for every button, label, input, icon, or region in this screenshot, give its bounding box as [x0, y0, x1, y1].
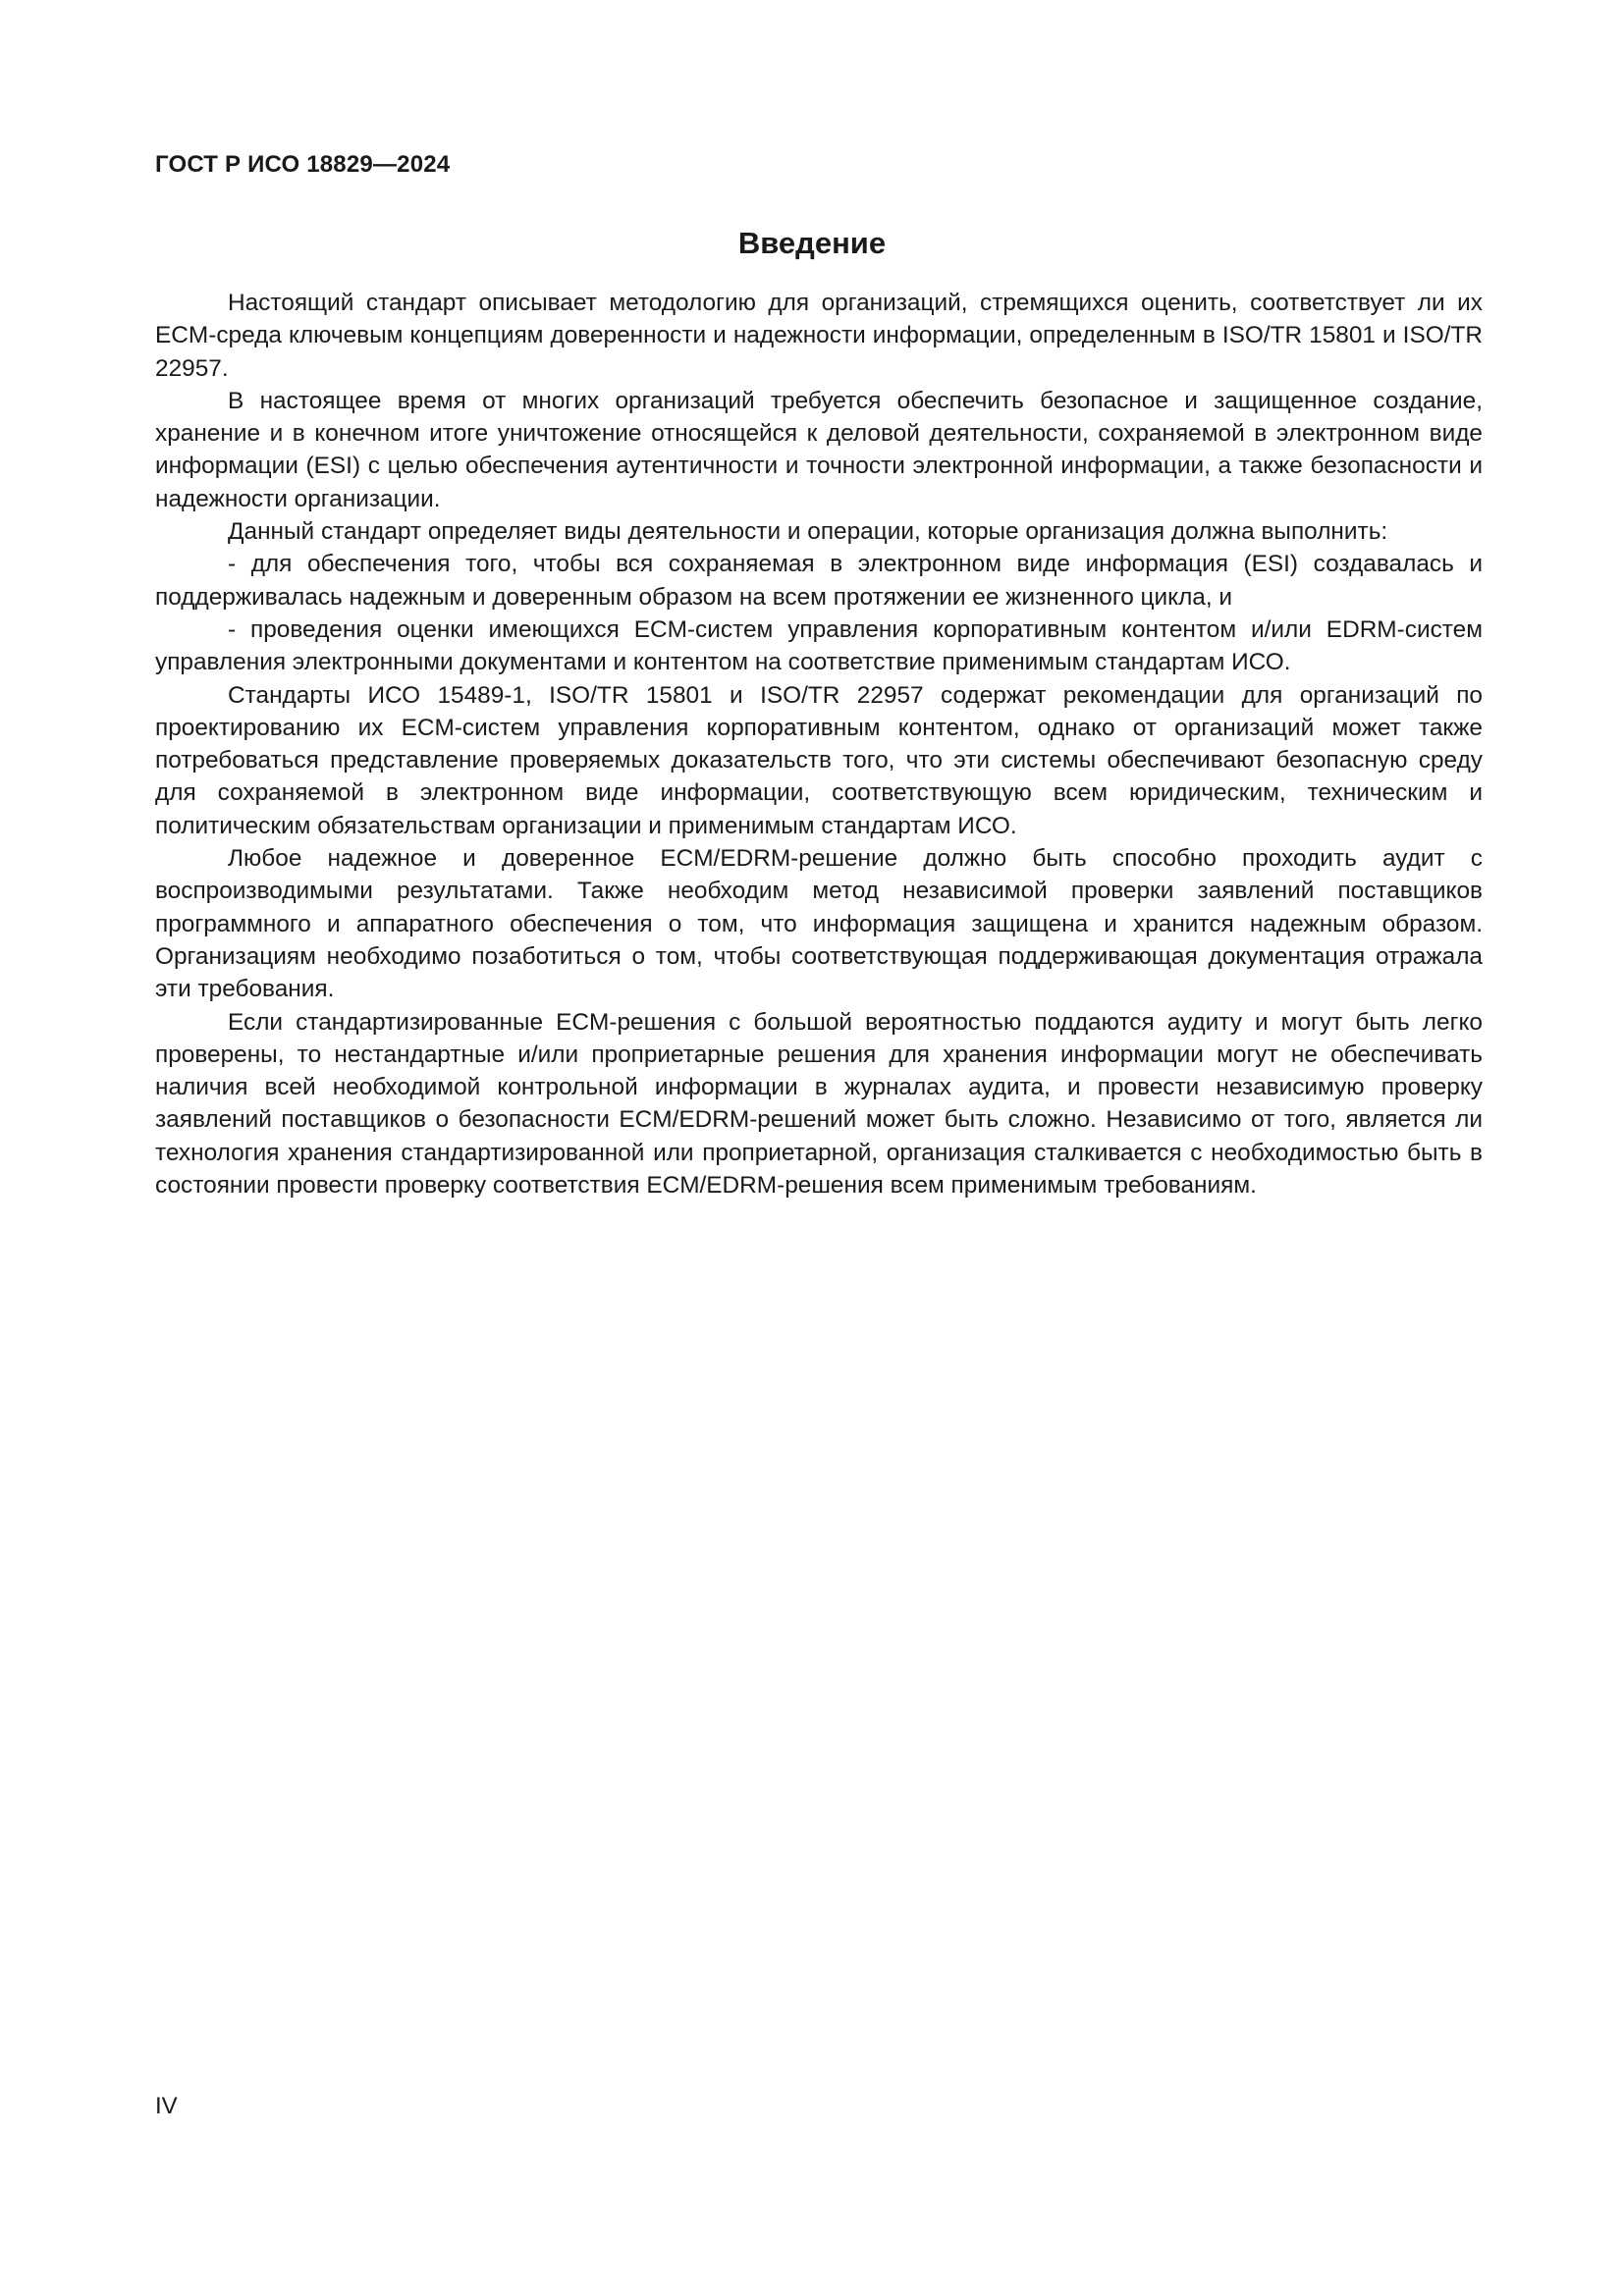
document-header: ГОСТ Р ИСО 18829—2024: [155, 151, 451, 178]
page-number: IV: [155, 2093, 178, 2119]
list-item: - проведения оценки имеющихся ECM-систем управления корпоративным контентом и/или EDRM-систем управления электронными документами и контентом на соответствие применимым стандартам ИСО.: [155, 615, 1483, 676]
paragraph: Стандарты ИСО 15489-1, ISO/TR 15801 и ISO/TR 22957 содержат рекомендации для организаций по проектированию их ECM-систем управления корпоративным контентом, однако от организаций может также потребоваться представление проверяемых доказательств того, что эти системы обеспечивают безопасную среду для сохраняемой в электронном виде информации, соответствующую всем юридическим, техническим и политическим обязательствам организации и применимым стандартам ИСО.: [155, 681, 1483, 839]
paragraph: В настоящее время от многих организаций требуется обеспечить безопасное и защищенное создание, хранение и в конечном итоге уничтожение относящейся к деловой деятельности, сохраняемой в электронном виде информации (ESI) с целью обеспечения аутентичности и точности электронной информации, а также безопасности и надежности организации.: [155, 387, 1483, 512]
paragraph: Если стандартизированные ECM-решения с большой вероятностью поддаются аудиту и могут быть легко проверены, то нестандартные и/или проприетарные решения для хранения информации могут не обеспечивать наличия всей необходимой контрольной информации в журналах аудита, и провести независимую проверку заявлений поставщиков о безопасности ECM/EDRM-решений может быть сложно. Независимо от того, является ли технология хранения стандартизированной или проприетарной, организация сталкивается с необходимостью быть в состоянии провести проверку соответствия ECM/EDRM-решения всем применимым требованиям.: [155, 1008, 1483, 1200]
paragraph: Данный стандарт определяет виды деятельности и операции, которые организация должна выполнить:: [228, 518, 1388, 546]
body-text: [155, 287, 1483, 1201]
section-title: Введение: [737, 226, 887, 260]
paragraph: Любое надежное и доверенное ECM/EDRM-решение должно быть способно проходить аудит с воспроизводимыми результатами. Также необходим метод независимой проверки заявлений поставщиков программного и аппаратного обеспечения о том, что информация защищена и хранится надежным образом. Организациям необходимо позаботиться о том, чтобы соответствующая поддерживающая документация отражала эти требования.: [155, 845, 1483, 1003]
paragraph: Настоящий стандарт описывает методологию для организаций, стремящихся оценить, соответствует ли их ECM-среда ключевым концепциям доверенности и надежности информации, определенным в ISO/TR 15801 и ISO/TR 22957.: [155, 290, 1483, 382]
list-item: - для обеспечения того, чтобы вся сохраняемая в электронном виде информация (ESI) создавалась и поддерживалась надежным и доверенным образом на всем протяжении ее жизненного цикла, и: [155, 551, 1483, 611]
